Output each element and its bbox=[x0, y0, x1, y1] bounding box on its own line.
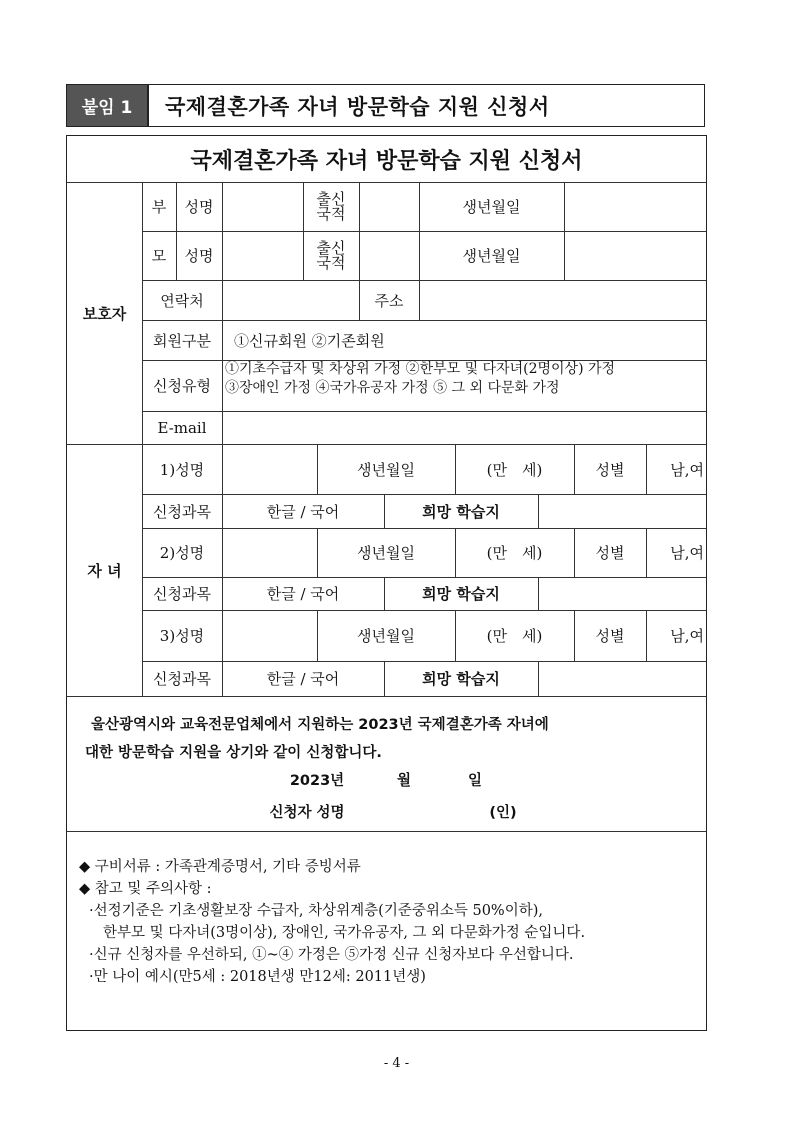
notes-item-2: ·신규 신청자를 우선하되, ①~④ 가정은 ⑤가정 신규 신청자보다 우선합니다. bbox=[89, 947, 574, 963]
declaration-line-1: 울산광역시와 교육전문업체에서 지원하는 2023년 국제결혼가족 자녀에 bbox=[91, 716, 549, 733]
mother-name-field[interactable] bbox=[222, 231, 303, 280]
child-subject-value[interactable]: 한글 / 국어 bbox=[266, 585, 340, 603]
child-wish-field[interactable] bbox=[538, 661, 706, 696]
child-subject-label: 신청과목 bbox=[153, 670, 211, 688]
address-label: 주소 bbox=[374, 291, 404, 310]
father-birth-label: 생년월일 bbox=[462, 198, 521, 216]
child-subject-label: 신청과목 bbox=[153, 502, 211, 521]
page-number: - 4 - bbox=[383, 1056, 410, 1071]
contact-label: 연락처 bbox=[160, 291, 204, 310]
child-birth-label: 생년월일 bbox=[357, 627, 415, 645]
declaration-line-2: 대한 방문학습 지원을 상기와 같이 신청합니다. bbox=[85, 744, 382, 761]
attachment-tag: 붙임 1 bbox=[67, 85, 149, 126]
member-type-label: 회원구분 bbox=[153, 331, 211, 350]
child-wish-label: 희망 학습지 bbox=[422, 670, 500, 688]
application-form bbox=[66, 135, 707, 1031]
email-field[interactable] bbox=[222, 411, 706, 444]
address-field[interactable] bbox=[419, 280, 706, 320]
signer-seal: (인) bbox=[489, 804, 517, 821]
declaration-month: 월 bbox=[396, 772, 411, 789]
father-label: 부 bbox=[151, 198, 167, 216]
child-wish-label: 희망 학습지 bbox=[422, 585, 500, 603]
father-name-label: 성명 bbox=[184, 198, 214, 216]
child-wish-label: 희망 학습지 bbox=[422, 502, 500, 521]
mother-birth-label: 생년월일 bbox=[462, 247, 521, 265]
father-nationality-field[interactable] bbox=[359, 182, 419, 231]
email-label: E-mail bbox=[157, 418, 207, 437]
child-gender-field[interactable]: 남,여 bbox=[670, 460, 704, 479]
child-gender-label: 성별 bbox=[595, 544, 625, 562]
child-name-field[interactable] bbox=[222, 444, 317, 494]
father-birth-field[interactable] bbox=[564, 182, 706, 231]
member-type-options[interactable]: ①신규회원 ②기존회원 bbox=[234, 331, 385, 350]
children-section-label: 자 녀 bbox=[87, 561, 122, 580]
apply-type-label: 신청유형 bbox=[153, 377, 211, 395]
child-gender-field[interactable]: 남,여 bbox=[670, 627, 704, 645]
notes-block bbox=[79, 856, 585, 988]
child-wish-field[interactable] bbox=[538, 577, 706, 610]
child-birth-label: 생년월일 bbox=[357, 544, 415, 562]
child-age-field[interactable]: (만 세) bbox=[486, 544, 543, 562]
form-title: 국제결혼가족 자녀 방문학습 지원 신청서 bbox=[190, 148, 583, 174]
child-name-label: 1)성명 bbox=[159, 460, 205, 479]
notes-caution: ◆ 참고 및 주의사항 : bbox=[79, 881, 212, 897]
child-name-field[interactable] bbox=[222, 528, 317, 577]
child-name-field[interactable] bbox=[222, 610, 317, 661]
signer-label: 신청자 성명 bbox=[269, 804, 345, 821]
header-strip bbox=[66, 84, 705, 127]
child-gender-label: 성별 bbox=[595, 460, 625, 479]
declaration-year: 2023년 bbox=[289, 772, 345, 789]
child-age-field[interactable]: (만 세) bbox=[486, 460, 543, 479]
header-title: 국제결혼가족 자녀 방문학습 지원 신청서 bbox=[165, 94, 550, 119]
guardian-section-label: 보호자 bbox=[82, 304, 127, 323]
declaration-day: 일 bbox=[467, 772, 482, 789]
notes-docs: ◆ 구비서류 : 가족관계증명서, 기타 증빙서류 bbox=[79, 859, 361, 875]
child-name-label: 2)성명 bbox=[159, 544, 205, 562]
apply-type-options[interactable]: ①기초수급자 및 차상위 가정 ②한부모 및 다자녀(2명이상) 가정 ③장애인 가정 ④국가유공자 가정 ⑤ 그 외 다문화 가정 bbox=[225, 361, 616, 396]
notes-item-3: ·만 나이 예시(만5세 : 2018년생 만12세: 2011년생) bbox=[89, 969, 426, 985]
mother-nationality-field[interactable] bbox=[359, 231, 419, 280]
mother-name-label: 성명 bbox=[184, 247, 214, 265]
contact-field[interactable] bbox=[222, 280, 359, 320]
child-name-label: 3)성명 bbox=[159, 627, 205, 645]
mother-label: 모 bbox=[151, 247, 167, 265]
child-gender-field[interactable]: 남,여 bbox=[670, 544, 704, 562]
father-name-field[interactable] bbox=[222, 182, 303, 231]
notes-item-1b: 한부모 및 다자녀(3명이상), 장애인, 국가유공자, 그 외 다문화가정 순입니다. bbox=[103, 925, 586, 941]
child-gender-label: 성별 bbox=[595, 627, 625, 645]
father-nationality-label: 출신 국적 bbox=[316, 189, 346, 223]
child-subject-label: 신청과목 bbox=[153, 585, 211, 603]
child-subject-value[interactable]: 한글 / 국어 bbox=[266, 670, 340, 688]
child-birth-label: 생년월일 bbox=[357, 460, 415, 479]
child-age-field[interactable]: (만 세) bbox=[486, 627, 543, 645]
notes-item-1a: ·선정기준은 기초생활보장 수급자, 차상위계층(기준중위소득 50%이하), bbox=[89, 903, 543, 919]
child-subject-value[interactable]: 한글 / 국어 bbox=[266, 502, 340, 521]
mother-birth-field[interactable] bbox=[564, 231, 706, 280]
mother-nationality-label: 출신 국적 bbox=[316, 238, 346, 272]
child-wish-field[interactable] bbox=[538, 494, 706, 528]
